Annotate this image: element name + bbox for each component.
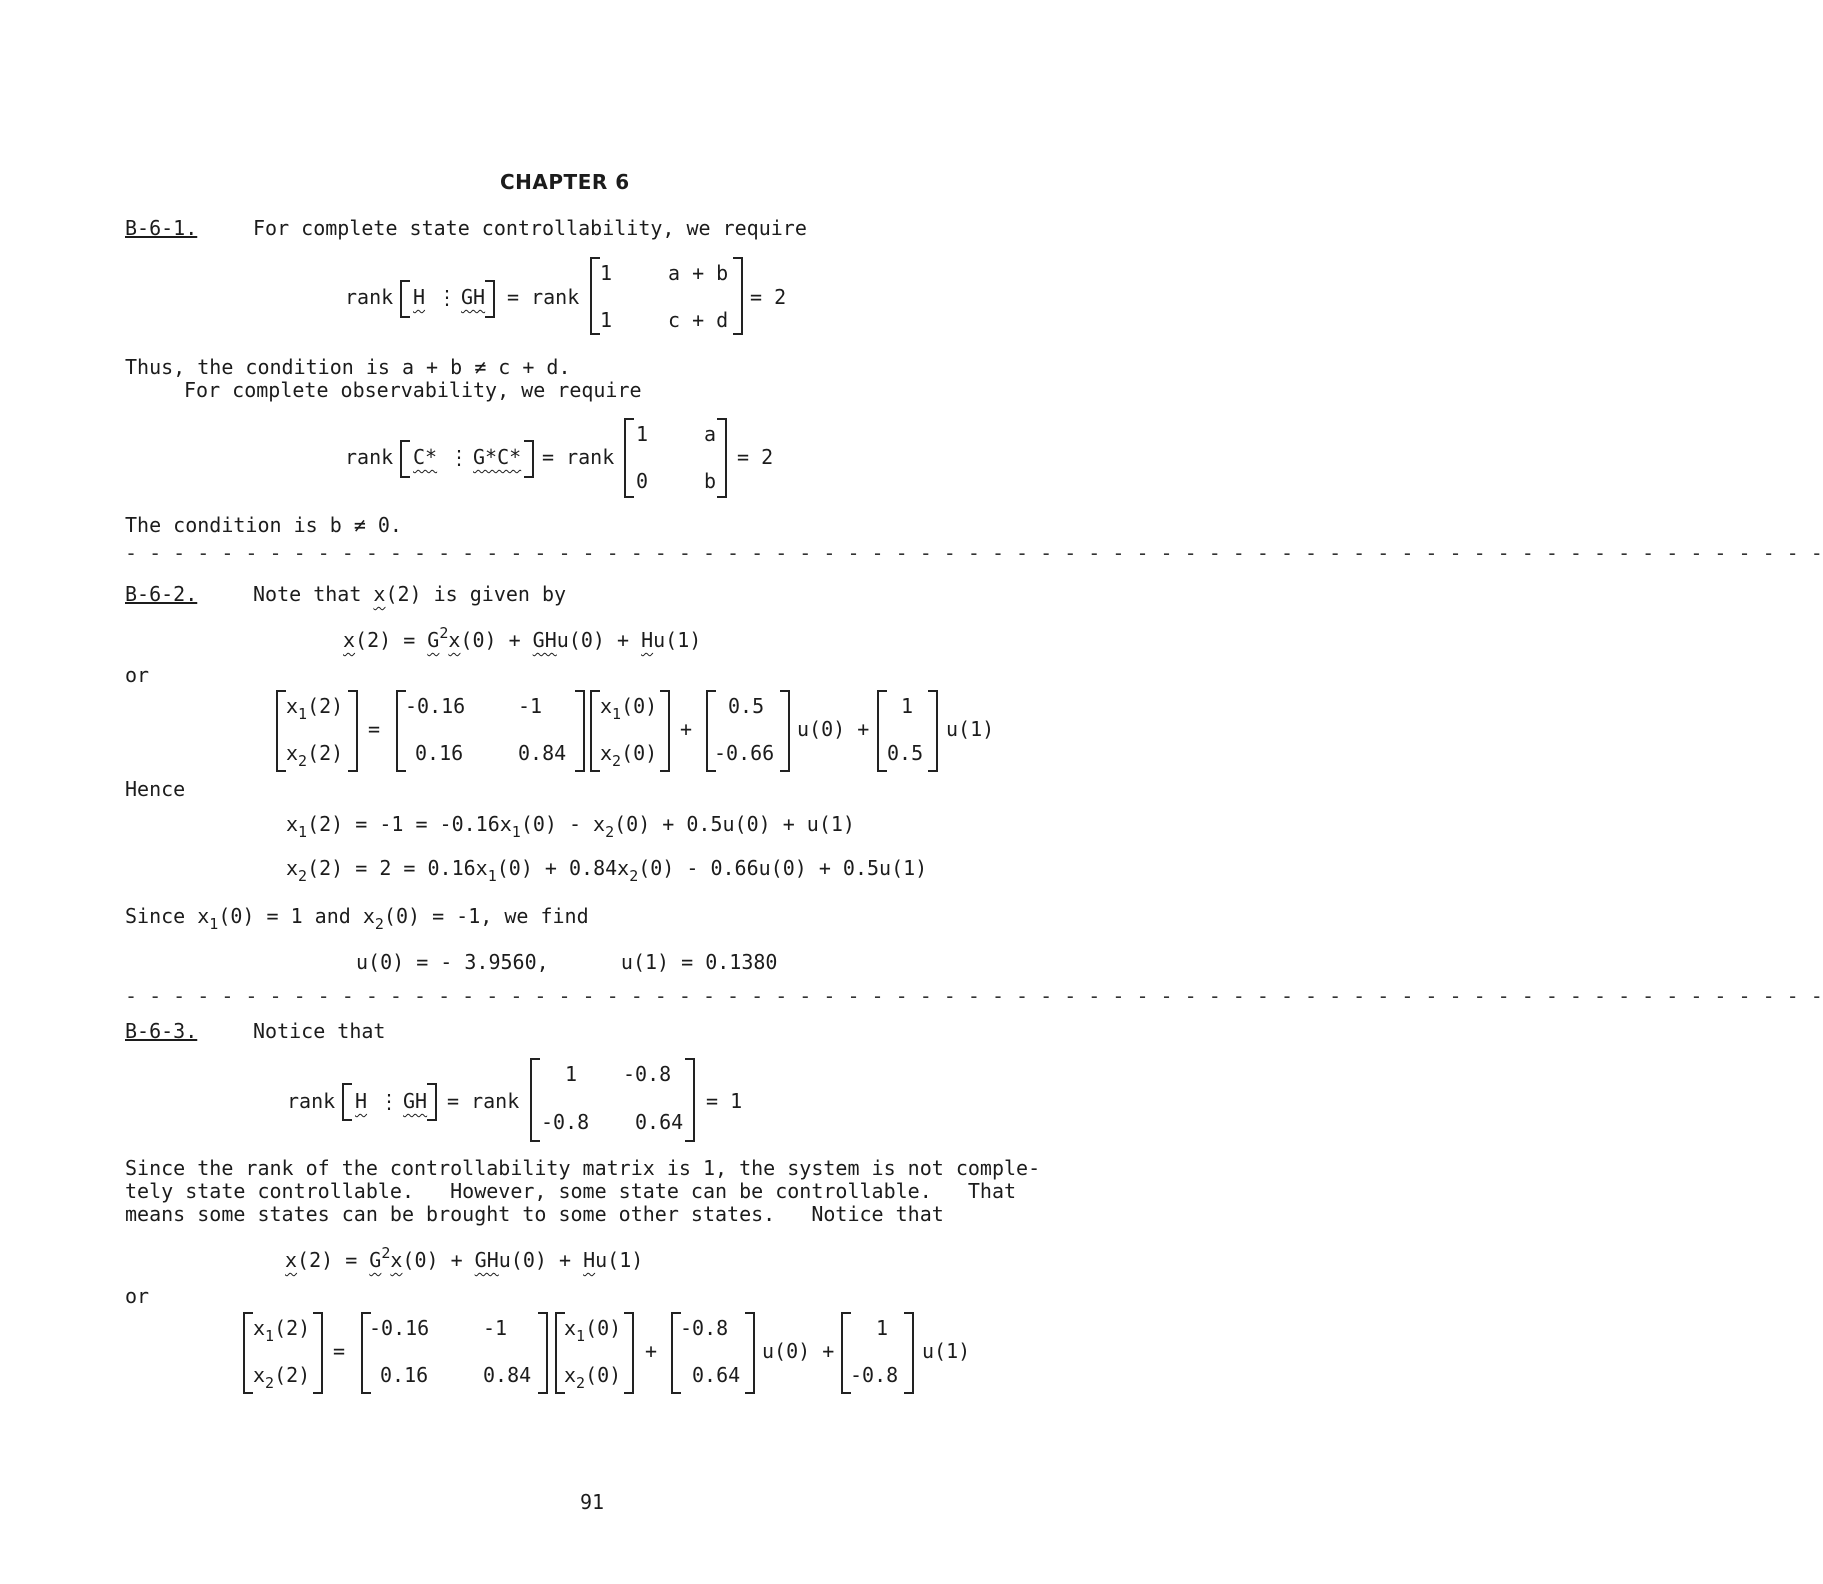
- b3-state-equation: $x(2) = G^2x(0) + GHu(0) + Hu(1)$: [285, 1244, 644, 1272]
- vector-entry: $x_2(2)$: [253, 1363, 311, 1392]
- b1-GstarCstar: G*C*: [473, 445, 522, 469]
- matrix-cell: a: [704, 422, 717, 446]
- right-bracket: [538, 1312, 548, 1394]
- matrix-cell: -1: [518, 694, 543, 718]
- matrix-cell: 0.64: [635, 1110, 684, 1134]
- left-bracket: [877, 690, 887, 772]
- b1-eq-rank: = rank: [507, 285, 580, 309]
- vector-entry: $x_1(0)$: [564, 1316, 622, 1345]
- right-bracket: [524, 440, 534, 478]
- b3-rank-result: = 1: [706, 1089, 743, 1113]
- u1-term: u(1): [922, 1339, 971, 1363]
- matrix-cell: 0.16: [415, 741, 464, 765]
- matrix-cell: b: [704, 469, 717, 493]
- b1-rank-result: = 2: [750, 285, 787, 309]
- vector-entry: $x_2(0)$: [600, 741, 658, 770]
- b3-rank-word: rank: [287, 1089, 336, 1113]
- vector-entry: $x_1(2)$: [253, 1316, 311, 1345]
- b3-GH: GH: [403, 1089, 428, 1113]
- vector-entry: $x_2(0)$: [564, 1363, 622, 1392]
- right-bracket: [717, 418, 727, 498]
- vector-entry: -0.8: [850, 1363, 899, 1387]
- b3-paragraph-line: tely state controllable. However, some state can be controllable. That: [125, 1179, 1017, 1203]
- right-bracket: [485, 280, 495, 318]
- matrix-cell: -0.8: [541, 1110, 590, 1134]
- b2-equation-2: $x_2(2) = 2 = 0.16x_1(0) + 0.84x_2(0) - 0.66u(0) + 0.5u(1)$: [286, 856, 928, 885]
- left-bracket: [243, 1312, 253, 1394]
- vector-entry: $x_2(2)$: [286, 741, 344, 770]
- vector-entry: -0.66: [714, 741, 775, 765]
- equals-sign: =: [368, 717, 381, 741]
- b1-H: H: [413, 285, 426, 309]
- matrix-cell: a + b: [668, 261, 729, 285]
- left-bracket: [276, 690, 286, 772]
- b1-rank-word: rank: [345, 285, 394, 309]
- b1-Cstar: C*: [413, 445, 438, 469]
- vector-entry: $x_1(2)$: [286, 694, 344, 723]
- matrix-cell: 1: [636, 422, 649, 446]
- b2-since: Since $x_1(0) = 1$ and $x_2(0) = -1$, we find: [125, 904, 589, 933]
- b1-rank2-word: rank: [345, 445, 394, 469]
- b3-eq-rank: = rank: [447, 1089, 520, 1113]
- b3-sep: ⋮: [379, 1089, 399, 1113]
- right-bracket: [928, 690, 938, 772]
- right-bracket: [733, 257, 743, 335]
- vector-entry: 1: [901, 694, 914, 718]
- right-bracket: [348, 690, 358, 772]
- b2-state-equation: $x(2) = G^2x(0) + GHu(0) + Hu(1)$: [343, 624, 702, 652]
- plus-sign: +: [645, 1339, 658, 1363]
- b3-intro: Notice that: [253, 1019, 386, 1043]
- right-bracket: [313, 1312, 323, 1394]
- b1-eq-rank2: = rank: [542, 445, 615, 469]
- page-number: 91: [580, 1490, 605, 1514]
- b1-sep: ⋮: [437, 285, 457, 309]
- u0-term: u(0) +: [762, 1339, 835, 1363]
- equals-sign: =: [333, 1339, 346, 1363]
- problem-label-b-6-3: B-6-3.: [125, 1019, 198, 1043]
- separator-line: - - - - - - - - - - - - - - - - - - - - - - - - - - - - - - - - - - - - - - - - - - - - - - - - - - - - - - - - - - - - - - - - - - - - - - -: [125, 541, 1823, 565]
- plus-sign: +: [680, 717, 693, 741]
- matrix-cell: 0.84: [483, 1363, 532, 1387]
- right-bracket: [660, 690, 670, 772]
- b2-or: or: [125, 663, 150, 687]
- left-bracket: [590, 257, 600, 335]
- matrix-cell: -1: [483, 1316, 508, 1340]
- vector-entry: 1: [876, 1316, 889, 1340]
- matrix-cell: -0.8: [623, 1062, 672, 1086]
- right-bracket: [427, 1083, 437, 1121]
- vector-entry: $x_1(0)$: [600, 694, 658, 723]
- left-bracket: [400, 280, 410, 318]
- vector-entry: 0.5: [728, 694, 765, 718]
- matrix-cell: 1: [600, 308, 613, 332]
- vector-entry: -0.8: [680, 1316, 729, 1340]
- matrix-cell: 0.16: [380, 1363, 429, 1387]
- b2-hence: Hence: [125, 777, 186, 801]
- left-bracket: [400, 440, 410, 478]
- left-bracket: [342, 1083, 352, 1121]
- b1-GH: GH: [461, 285, 486, 309]
- b3-paragraph-line: Since the rank of the controllability matrix is 1, the system is not comple-: [125, 1156, 1041, 1180]
- b1-rank2-result: = 2: [737, 445, 774, 469]
- chapter-title: CHAPTER 6: [500, 170, 630, 194]
- right-bracket: [904, 1312, 914, 1394]
- matrix-cell: 1: [600, 261, 613, 285]
- right-bracket: [745, 1312, 755, 1394]
- right-bracket: [685, 1058, 695, 1142]
- vector-entry: 0.5: [887, 741, 924, 765]
- problem-label-b-6-1: B-6-1.: [125, 216, 198, 240]
- b1-observability-intro: For complete observability, we require: [184, 378, 642, 402]
- b3-H: H: [355, 1089, 368, 1113]
- matrix-cell: 0: [636, 469, 649, 493]
- b1-condition-2: The condition is b ≠ 0.: [125, 513, 402, 537]
- u0-term: u(0) +: [797, 717, 870, 741]
- b3-or: or: [125, 1284, 150, 1308]
- right-bracket: [624, 1312, 634, 1394]
- vector-entry: 0.64: [692, 1363, 741, 1387]
- b2-result: u(0) = - 3.9560, u(1) = 0.1380: [356, 950, 778, 974]
- b1-condition-1: Thus, the condition is a + b ≠ c + d.: [125, 355, 571, 379]
- u1-term: u(1): [946, 717, 995, 741]
- matrix-cell: 1: [565, 1062, 578, 1086]
- b3-paragraph-line: means some states can be brought to some other states. Notice that: [125, 1202, 944, 1226]
- b2-equation-1: $x_1(2) = -1 = -0.16x_1(0) - x_2(0) + 0.5u(0) + u(1)$: [286, 812, 855, 841]
- b2-intro: Note that x(2) is given by: [253, 582, 567, 606]
- b1-intro: For complete state controllability, we require: [253, 216, 807, 240]
- left-bracket: [590, 690, 600, 772]
- matrix-cell: c + d: [668, 308, 729, 332]
- b1-sep2: ⋮: [449, 445, 469, 469]
- problem-label-b-6-2: B-6-2.: [125, 582, 198, 606]
- matrix-cell: -0.16: [405, 694, 466, 718]
- left-bracket: [530, 1058, 540, 1142]
- matrix-cell: 0.84: [518, 741, 567, 765]
- left-bracket: [624, 418, 634, 498]
- separator-line: - - - - - - - - - - - - - - - - - - - - - - - - - - - - - - - - - - - - - - - - - - - - - - - - - - - - - - - - - - - - - - - - - - - - - - -: [125, 984, 1823, 1008]
- right-bracket: [780, 690, 790, 772]
- right-bracket: [575, 690, 585, 772]
- matrix-cell: -0.16: [369, 1316, 430, 1340]
